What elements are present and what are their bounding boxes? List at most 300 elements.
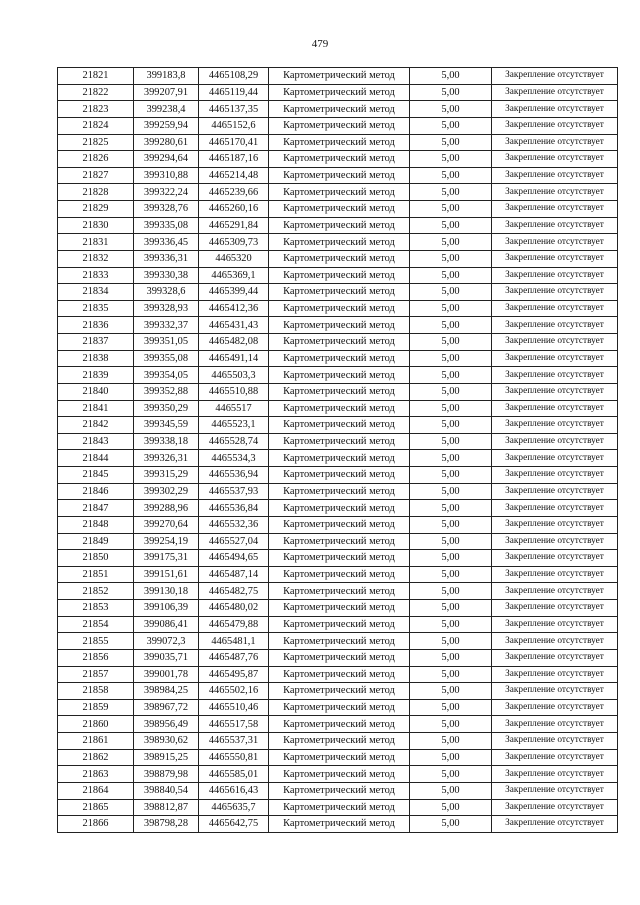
accuracy-cell: 5,00	[410, 550, 492, 567]
fixation-note-cell: Закрепление отсутствует	[492, 383, 618, 400]
x-coordinate-cell: 399175,31	[134, 550, 199, 567]
point-number-cell: 21850	[58, 550, 134, 567]
x-coordinate-cell: 398984,25	[134, 683, 199, 700]
method-cell: Картометрический метод	[269, 84, 410, 101]
accuracy-cell: 5,00	[410, 649, 492, 666]
table-row	[58, 467, 618, 484]
method-cell: Картометрический метод	[269, 500, 410, 517]
x-coordinate-cell: 399332,37	[134, 317, 199, 334]
fixation-note-cell: Закрепление отсутствует	[492, 633, 618, 650]
x-coordinate-cell: 399315,29	[134, 467, 199, 484]
fixation-note-cell: Закрепление отсутствует	[492, 766, 618, 783]
fixation-note-cell: Закрепление отсутствует	[492, 450, 618, 467]
y-coordinate-cell: 4465137,35	[199, 101, 269, 118]
point-number-cell: 21835	[58, 300, 134, 317]
x-coordinate-cell: 398915,25	[134, 749, 199, 766]
table-row	[58, 184, 618, 201]
method-cell: Картометрический метод	[269, 433, 410, 450]
y-coordinate-cell: 4465482,08	[199, 334, 269, 351]
method-cell: Картометрический метод	[269, 201, 410, 218]
x-coordinate-cell: 399106,39	[134, 600, 199, 617]
fixation-note-cell: Закрепление отсутствует	[492, 201, 618, 218]
method-cell: Картометрический метод	[269, 367, 410, 384]
fixation-note-cell: Закрепление отсутствует	[492, 616, 618, 633]
point-number-cell: 21836	[58, 317, 134, 334]
accuracy-cell: 5,00	[410, 367, 492, 384]
point-number-cell: 21865	[58, 799, 134, 816]
accuracy-cell: 5,00	[410, 450, 492, 467]
point-number-cell: 21828	[58, 184, 134, 201]
fixation-note-cell: Закрепление отсутствует	[492, 101, 618, 118]
point-number-cell: 21825	[58, 134, 134, 151]
fixation-note-cell: Закрепление отсутствует	[492, 68, 618, 85]
point-number-cell: 21831	[58, 234, 134, 251]
x-coordinate-cell: 398840,54	[134, 782, 199, 799]
accuracy-cell: 5,00	[410, 500, 492, 517]
coordinates-table	[57, 67, 618, 833]
fixation-note-cell: Закрепление отсутствует	[492, 550, 618, 567]
accuracy-cell: 5,00	[410, 284, 492, 301]
y-coordinate-cell: 4465214,48	[199, 167, 269, 184]
method-cell: Картометрический метод	[269, 250, 410, 267]
table-row	[58, 433, 618, 450]
table-row	[58, 250, 618, 267]
y-coordinate-cell: 4465527,04	[199, 533, 269, 550]
fixation-note-cell: Закрепление отсутствует	[492, 500, 618, 517]
method-cell: Картометрический метод	[269, 134, 410, 151]
y-coordinate-cell: 4465487,76	[199, 649, 269, 666]
x-coordinate-cell: 399326,31	[134, 450, 199, 467]
fixation-note-cell: Закрепление отсутствует	[492, 284, 618, 301]
accuracy-cell: 5,00	[410, 683, 492, 700]
y-coordinate-cell: 4465528,74	[199, 433, 269, 450]
table-row	[58, 450, 618, 467]
accuracy-cell: 5,00	[410, 716, 492, 733]
y-coordinate-cell: 4465487,14	[199, 566, 269, 583]
x-coordinate-cell: 399351,05	[134, 334, 199, 351]
point-number-cell: 21837	[58, 334, 134, 351]
y-coordinate-cell: 4465537,31	[199, 733, 269, 750]
x-coordinate-cell: 399310,88	[134, 167, 199, 184]
accuracy-cell: 5,00	[410, 400, 492, 417]
table-row	[58, 666, 618, 683]
y-coordinate-cell: 4465537,93	[199, 483, 269, 500]
fixation-note-cell: Закрепление отсутствует	[492, 666, 618, 683]
accuracy-cell: 5,00	[410, 816, 492, 833]
y-coordinate-cell: 4465320	[199, 250, 269, 267]
table-row	[58, 583, 618, 600]
accuracy-cell: 5,00	[410, 267, 492, 284]
table-row	[58, 151, 618, 168]
method-cell: Картометрический метод	[269, 467, 410, 484]
table-row	[58, 367, 618, 384]
fixation-note-cell: Закрепление отсутствует	[492, 84, 618, 101]
point-number-cell: 21826	[58, 151, 134, 168]
x-coordinate-cell: 399207,91	[134, 84, 199, 101]
y-coordinate-cell: 4465119,44	[199, 84, 269, 101]
y-coordinate-cell: 4465491,14	[199, 350, 269, 367]
fixation-note-cell: Закрепление отсутствует	[492, 799, 618, 816]
method-cell: Картометрический метод	[269, 649, 410, 666]
accuracy-cell: 5,00	[410, 766, 492, 783]
point-number-cell: 21847	[58, 500, 134, 517]
fixation-note-cell: Закрепление отсутствует	[492, 417, 618, 434]
x-coordinate-cell: 399254,19	[134, 533, 199, 550]
y-coordinate-cell: 4465495,87	[199, 666, 269, 683]
point-number-cell: 21843	[58, 433, 134, 450]
table-row	[58, 217, 618, 234]
accuracy-cell: 5,00	[410, 666, 492, 683]
method-cell: Картометрический метод	[269, 483, 410, 500]
point-number-cell: 21821	[58, 68, 134, 85]
accuracy-cell: 5,00	[410, 151, 492, 168]
fixation-note-cell: Закрепление отсутствует	[492, 300, 618, 317]
method-cell: Картометрический метод	[269, 683, 410, 700]
y-coordinate-cell: 4465517,58	[199, 716, 269, 733]
table-row	[58, 550, 618, 567]
fixation-note-cell: Закрепление отсутствует	[492, 683, 618, 700]
point-number-cell: 21853	[58, 600, 134, 617]
point-number-cell: 21834	[58, 284, 134, 301]
method-cell: Картометрический метод	[269, 267, 410, 284]
fixation-note-cell: Закрепление отсутствует	[492, 317, 618, 334]
fixation-note-cell: Закрепление отсутствует	[492, 367, 618, 384]
point-number-cell: 21852	[58, 583, 134, 600]
method-cell: Картометрический метод	[269, 600, 410, 617]
method-cell: Картометрический метод	[269, 151, 410, 168]
method-cell: Картометрический метод	[269, 749, 410, 766]
x-coordinate-cell: 398812,87	[134, 799, 199, 816]
table-row	[58, 500, 618, 517]
x-coordinate-cell: 399183,8	[134, 68, 199, 85]
accuracy-cell: 5,00	[410, 167, 492, 184]
y-coordinate-cell: 4465152,6	[199, 117, 269, 134]
point-number-cell: 21846	[58, 483, 134, 500]
point-number-cell: 21839	[58, 367, 134, 384]
accuracy-cell: 5,00	[410, 566, 492, 583]
method-cell: Картометрический метод	[269, 184, 410, 201]
fixation-note-cell: Закрепление отсутствует	[492, 649, 618, 666]
table-row	[58, 733, 618, 750]
accuracy-cell: 5,00	[410, 134, 492, 151]
fixation-note-cell: Закрепление отсутствует	[492, 167, 618, 184]
table-row	[58, 400, 618, 417]
y-coordinate-cell: 4465481,1	[199, 633, 269, 650]
x-coordinate-cell: 398956,49	[134, 716, 199, 733]
table-row	[58, 317, 618, 334]
point-number-cell: 21851	[58, 566, 134, 583]
point-number-cell: 21844	[58, 450, 134, 467]
y-coordinate-cell: 4465536,84	[199, 500, 269, 517]
method-cell: Картометрический метод	[269, 550, 410, 567]
method-cell: Картометрический метод	[269, 766, 410, 783]
x-coordinate-cell: 398879,98	[134, 766, 199, 783]
y-coordinate-cell: 4465482,75	[199, 583, 269, 600]
y-coordinate-cell: 4465239,66	[199, 184, 269, 201]
table-row	[58, 134, 618, 151]
method-cell: Картометрический метод	[269, 716, 410, 733]
point-number-cell: 21859	[58, 699, 134, 716]
x-coordinate-cell: 399072,3	[134, 633, 199, 650]
method-cell: Картометрический метод	[269, 317, 410, 334]
x-coordinate-cell: 399336,45	[134, 234, 199, 251]
fixation-note-cell: Закрепление отсутствует	[492, 583, 618, 600]
point-number-cell: 21856	[58, 649, 134, 666]
table-row	[58, 234, 618, 251]
x-coordinate-cell: 398798,28	[134, 816, 199, 833]
table-row	[58, 483, 618, 500]
accuracy-cell: 5,00	[410, 782, 492, 799]
accuracy-cell: 5,00	[410, 533, 492, 550]
table-row	[58, 633, 618, 650]
fixation-note-cell: Закрепление отсутствует	[492, 433, 618, 450]
accuracy-cell: 5,00	[410, 84, 492, 101]
table-row	[58, 167, 618, 184]
method-cell: Картометрический метод	[269, 383, 410, 400]
accuracy-cell: 5,00	[410, 300, 492, 317]
y-coordinate-cell: 4465412,36	[199, 300, 269, 317]
method-cell: Картометрический метод	[269, 733, 410, 750]
point-number-cell: 21858	[58, 683, 134, 700]
y-coordinate-cell: 4465431,43	[199, 317, 269, 334]
accuracy-cell: 5,00	[410, 733, 492, 750]
x-coordinate-cell: 399336,31	[134, 250, 199, 267]
method-cell: Картометрический метод	[269, 666, 410, 683]
table-row	[58, 716, 618, 733]
x-coordinate-cell: 399355,08	[134, 350, 199, 367]
x-coordinate-cell: 399345,59	[134, 417, 199, 434]
point-number-cell: 21838	[58, 350, 134, 367]
x-coordinate-cell: 398930,62	[134, 733, 199, 750]
x-coordinate-cell: 399338,18	[134, 433, 199, 450]
x-coordinate-cell: 399302,29	[134, 483, 199, 500]
method-cell: Картометрический метод	[269, 533, 410, 550]
point-number-cell: 21824	[58, 117, 134, 134]
accuracy-cell: 5,00	[410, 600, 492, 617]
coordinates-table-body	[58, 68, 618, 833]
point-number-cell: 21857	[58, 666, 134, 683]
accuracy-cell: 5,00	[410, 350, 492, 367]
x-coordinate-cell: 399335,08	[134, 217, 199, 234]
method-cell: Картометрический метод	[269, 217, 410, 234]
table-row	[58, 782, 618, 799]
table-row	[58, 68, 618, 85]
fixation-note-cell: Закрепление отсутствует	[492, 782, 618, 799]
table-row	[58, 533, 618, 550]
y-coordinate-cell: 4465260,16	[199, 201, 269, 218]
x-coordinate-cell: 399259,94	[134, 117, 199, 134]
method-cell: Картометрический метод	[269, 516, 410, 533]
x-coordinate-cell: 399035,71	[134, 649, 199, 666]
table-row	[58, 101, 618, 118]
y-coordinate-cell: 4465309,73	[199, 234, 269, 251]
x-coordinate-cell: 399322,24	[134, 184, 199, 201]
accuracy-cell: 5,00	[410, 516, 492, 533]
fixation-note-cell: Закрепление отсутствует	[492, 467, 618, 484]
method-cell: Картометрический метод	[269, 450, 410, 467]
table-row	[58, 117, 618, 134]
fixation-note-cell: Закрепление отсутствует	[492, 184, 618, 201]
accuracy-cell: 5,00	[410, 633, 492, 650]
y-coordinate-cell: 4465480,02	[199, 600, 269, 617]
accuracy-cell: 5,00	[410, 749, 492, 766]
y-coordinate-cell: 4465616,43	[199, 782, 269, 799]
fixation-note-cell: Закрепление отсутствует	[492, 483, 618, 500]
point-number-cell: 21832	[58, 250, 134, 267]
page-number: 479	[311, 38, 329, 50]
y-coordinate-cell: 4465503,3	[199, 367, 269, 384]
accuracy-cell: 5,00	[410, 334, 492, 351]
point-number-cell: 21848	[58, 516, 134, 533]
table-row	[58, 649, 618, 666]
fixation-note-cell: Закрепление отсутствует	[492, 134, 618, 151]
x-coordinate-cell: 399328,76	[134, 201, 199, 218]
fixation-note-cell: Закрепление отсутствует	[492, 516, 618, 533]
table-row	[58, 84, 618, 101]
point-number-cell: 21860	[58, 716, 134, 733]
y-coordinate-cell: 4465291,84	[199, 217, 269, 234]
fixation-note-cell: Закрепление отсутствует	[492, 334, 618, 351]
fixation-note-cell: Закрепление отсутствует	[492, 566, 618, 583]
table-row	[58, 267, 618, 284]
accuracy-cell: 5,00	[410, 433, 492, 450]
method-cell: Картометрический метод	[269, 417, 410, 434]
table-row	[58, 766, 618, 783]
x-coordinate-cell: 399151,61	[134, 566, 199, 583]
x-coordinate-cell: 399328,93	[134, 300, 199, 317]
y-coordinate-cell: 4465399,44	[199, 284, 269, 301]
table-row	[58, 201, 618, 218]
point-number-cell: 21833	[58, 267, 134, 284]
accuracy-cell: 5,00	[410, 417, 492, 434]
y-coordinate-cell: 4465642,75	[199, 816, 269, 833]
point-number-cell: 21863	[58, 766, 134, 783]
x-coordinate-cell: 398967,72	[134, 699, 199, 716]
method-cell: Картометрический метод	[269, 566, 410, 583]
x-coordinate-cell: 399001,78	[134, 666, 199, 683]
y-coordinate-cell: 4465494,65	[199, 550, 269, 567]
table-row	[58, 749, 618, 766]
table-row	[58, 284, 618, 301]
accuracy-cell: 5,00	[410, 467, 492, 484]
fixation-note-cell: Закрепление отсутствует	[492, 151, 618, 168]
x-coordinate-cell: 399294,64	[134, 151, 199, 168]
y-coordinate-cell: 4465550,81	[199, 749, 269, 766]
point-number-cell: 21823	[58, 101, 134, 118]
fixation-note-cell: Закрепление отсутствует	[492, 749, 618, 766]
x-coordinate-cell: 399350,29	[134, 400, 199, 417]
fixation-note-cell: Закрепление отсутствует	[492, 699, 618, 716]
point-number-cell: 21861	[58, 733, 134, 750]
point-number-cell: 21845	[58, 467, 134, 484]
point-number-cell: 21854	[58, 616, 134, 633]
x-coordinate-cell: 399328,6	[134, 284, 199, 301]
accuracy-cell: 5,00	[410, 699, 492, 716]
point-number-cell: 21842	[58, 417, 134, 434]
fixation-note-cell: Закрепление отсутствует	[492, 217, 618, 234]
fixation-note-cell: Закрепление отсутствует	[492, 533, 618, 550]
method-cell: Картометрический метод	[269, 699, 410, 716]
point-number-cell: 21849	[58, 533, 134, 550]
fixation-note-cell: Закрепление отсутствует	[492, 716, 618, 733]
table-row	[58, 683, 618, 700]
accuracy-cell: 5,00	[410, 101, 492, 118]
accuracy-cell: 5,00	[410, 217, 492, 234]
x-coordinate-cell: 399280,61	[134, 134, 199, 151]
y-coordinate-cell: 4465517	[199, 400, 269, 417]
x-coordinate-cell: 399270,64	[134, 516, 199, 533]
y-coordinate-cell: 4465585,01	[199, 766, 269, 783]
y-coordinate-cell: 4465510,46	[199, 699, 269, 716]
y-coordinate-cell: 4465479,88	[199, 616, 269, 633]
table-row	[58, 300, 618, 317]
method-cell: Картометрический метод	[269, 101, 410, 118]
x-coordinate-cell: 399288,96	[134, 500, 199, 517]
method-cell: Картометрический метод	[269, 583, 410, 600]
fixation-note-cell: Закрепление отсутствует	[492, 234, 618, 251]
point-number-cell: 21862	[58, 749, 134, 766]
method-cell: Картометрический метод	[269, 616, 410, 633]
point-number-cell: 21840	[58, 383, 134, 400]
method-cell: Картометрический метод	[269, 234, 410, 251]
fixation-note-cell: Закрепление отсутствует	[492, 733, 618, 750]
y-coordinate-cell: 4465108,29	[199, 68, 269, 85]
table-row	[58, 350, 618, 367]
table-row	[58, 616, 618, 633]
y-coordinate-cell: 4465534,3	[199, 450, 269, 467]
point-number-cell: 21841	[58, 400, 134, 417]
method-cell: Картометрический метод	[269, 350, 410, 367]
accuracy-cell: 5,00	[410, 184, 492, 201]
x-coordinate-cell: 399238,4	[134, 101, 199, 118]
y-coordinate-cell: 4465187,16	[199, 151, 269, 168]
fixation-note-cell: Закрепление отсутствует	[492, 250, 618, 267]
y-coordinate-cell: 4465536,94	[199, 467, 269, 484]
x-coordinate-cell: 399352,88	[134, 383, 199, 400]
method-cell: Картометрический метод	[269, 799, 410, 816]
point-number-cell: 21866	[58, 816, 134, 833]
fixation-note-cell: Закрепление отсутствует	[492, 117, 618, 134]
table-row	[58, 699, 618, 716]
x-coordinate-cell: 399354,05	[134, 367, 199, 384]
method-cell: Картометрический метод	[269, 816, 410, 833]
method-cell: Картометрический метод	[269, 300, 410, 317]
fixation-note-cell: Закрепление отсутствует	[492, 816, 618, 833]
method-cell: Картометрический метод	[269, 334, 410, 351]
x-coordinate-cell: 399086,41	[134, 616, 199, 633]
y-coordinate-cell: 4465635,7	[199, 799, 269, 816]
accuracy-cell: 5,00	[410, 483, 492, 500]
method-cell: Картометрический метод	[269, 284, 410, 301]
point-number-cell: 21864	[58, 782, 134, 799]
point-number-cell: 21830	[58, 217, 134, 234]
accuracy-cell: 5,00	[410, 234, 492, 251]
y-coordinate-cell: 4465523,1	[199, 417, 269, 434]
table-row	[58, 600, 618, 617]
point-number-cell: 21822	[58, 84, 134, 101]
fixation-note-cell: Закрепление отсутствует	[492, 267, 618, 284]
accuracy-cell: 5,00	[410, 799, 492, 816]
table-row	[58, 799, 618, 816]
point-number-cell: 21827	[58, 167, 134, 184]
method-cell: Картометрический метод	[269, 68, 410, 85]
fixation-note-cell: Закрепление отсутствует	[492, 600, 618, 617]
accuracy-cell: 5,00	[410, 383, 492, 400]
table-row	[58, 516, 618, 533]
method-cell: Картометрический метод	[269, 400, 410, 417]
x-coordinate-cell: 399130,18	[134, 583, 199, 600]
table-row	[58, 417, 618, 434]
